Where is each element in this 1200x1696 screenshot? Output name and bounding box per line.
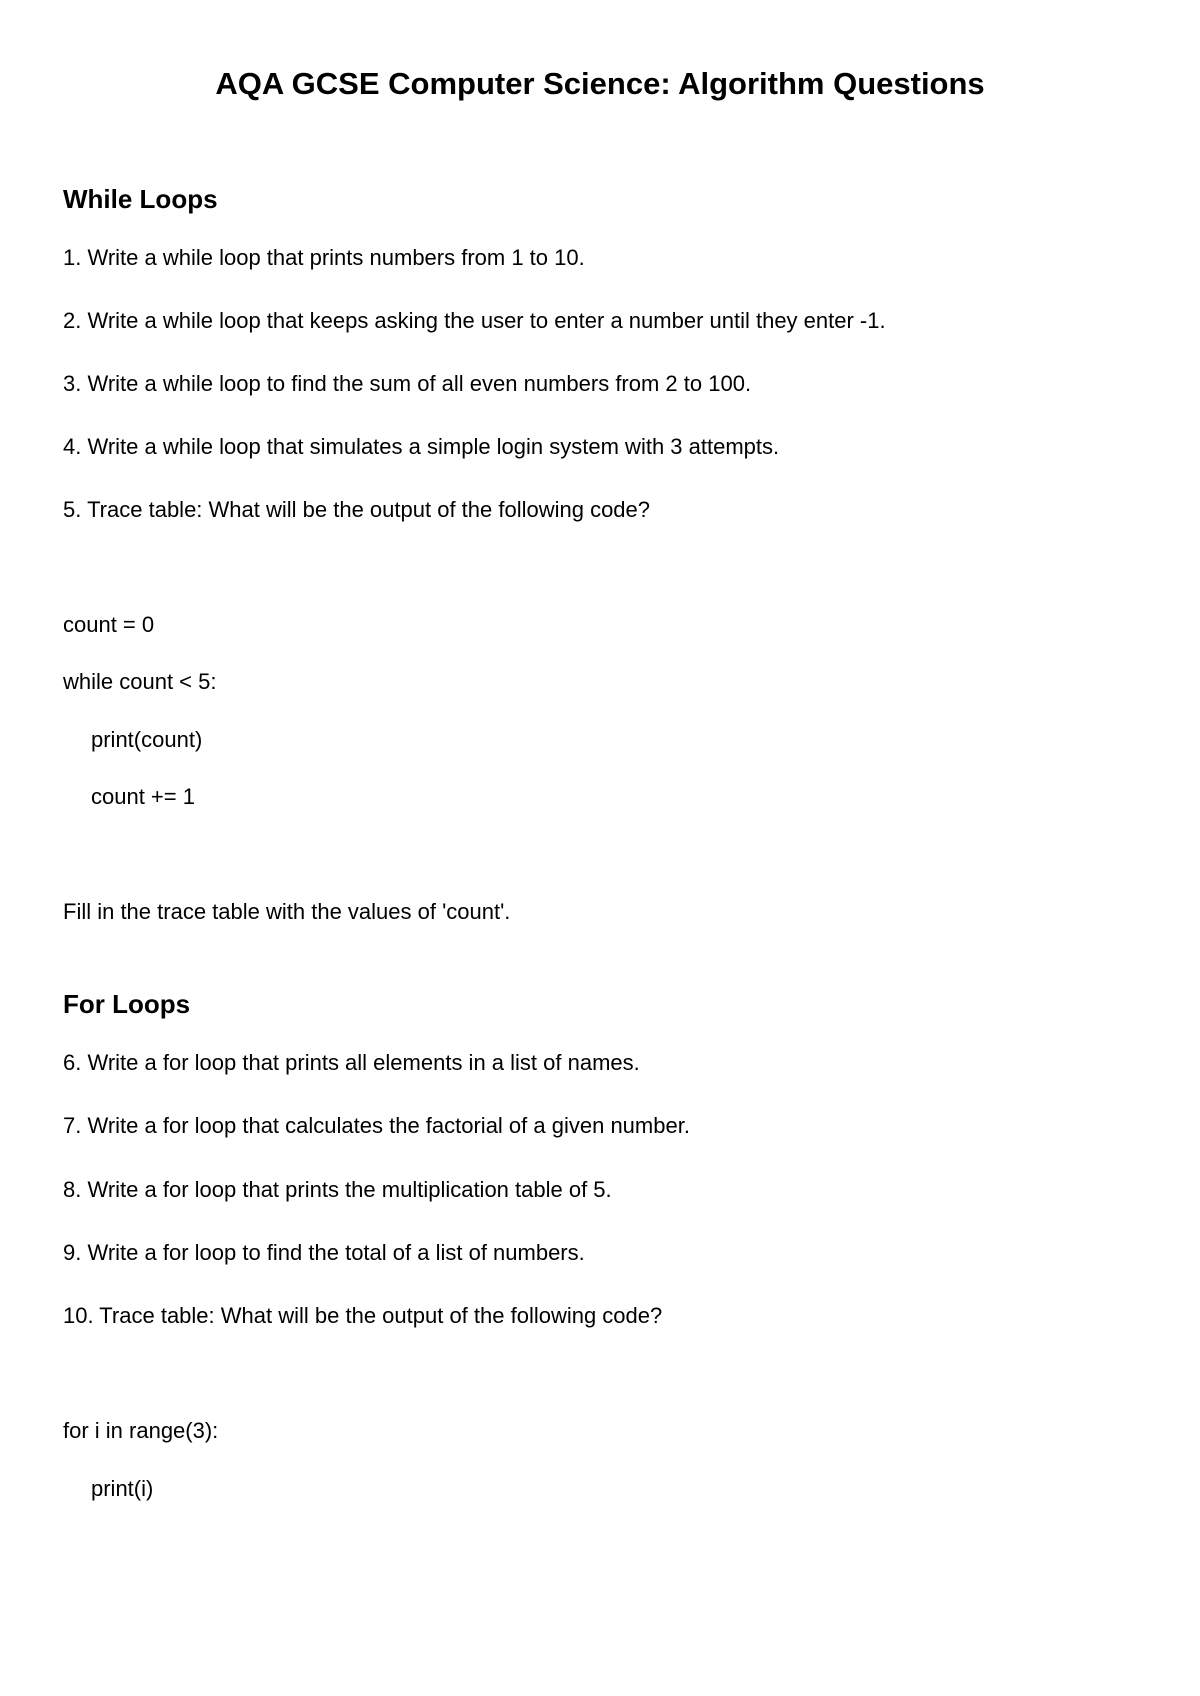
code-line: count = 0: [63, 612, 155, 637]
question-3: 3. Write a while loop to find the sum of all even numbers from 2 to 100.: [63, 371, 752, 396]
section-heading-for-loops: For Loops: [63, 989, 191, 1019]
question-4: 4. Write a while loop that simulates a simple login system with 3 attempts.: [63, 434, 780, 459]
code-line: count += 1: [91, 784, 195, 809]
question-2: 2. Write a while loop that keeps asking the user to enter a number until they enter -1.: [63, 308, 886, 333]
code-line: for i in range(3):: [63, 1418, 219, 1443]
question-8: 8. Write a for loop that prints the multiplication table of 5.: [63, 1177, 612, 1202]
code-line: print(count): [91, 727, 203, 752]
question-10: 10. Trace table: What will be the output of the following code?: [63, 1303, 663, 1328]
question-5: 5. Trace table: What will be the output of the following code?: [63, 497, 651, 522]
question-7: 7. Write a for loop that calculates the factorial of a given number.: [63, 1113, 690, 1138]
question-6: 6. Write a for loop that prints all elements in a list of names.: [63, 1050, 640, 1075]
code-line: while count < 5:: [63, 669, 217, 694]
code-line: print(i): [91, 1476, 154, 1501]
question-9: 9. Write a for loop to find the total of a list of numbers.: [63, 1240, 585, 1265]
page-title: AQA GCSE Computer Science: Algorithm Questions: [215, 66, 985, 101]
section-heading-while-loops: While Loops: [63, 184, 218, 214]
trace-table-note: Fill in the trace table with the values of 'count'.: [63, 899, 511, 924]
question-1: 1. Write a while loop that prints numbers from 1 to 10.: [63, 245, 585, 270]
